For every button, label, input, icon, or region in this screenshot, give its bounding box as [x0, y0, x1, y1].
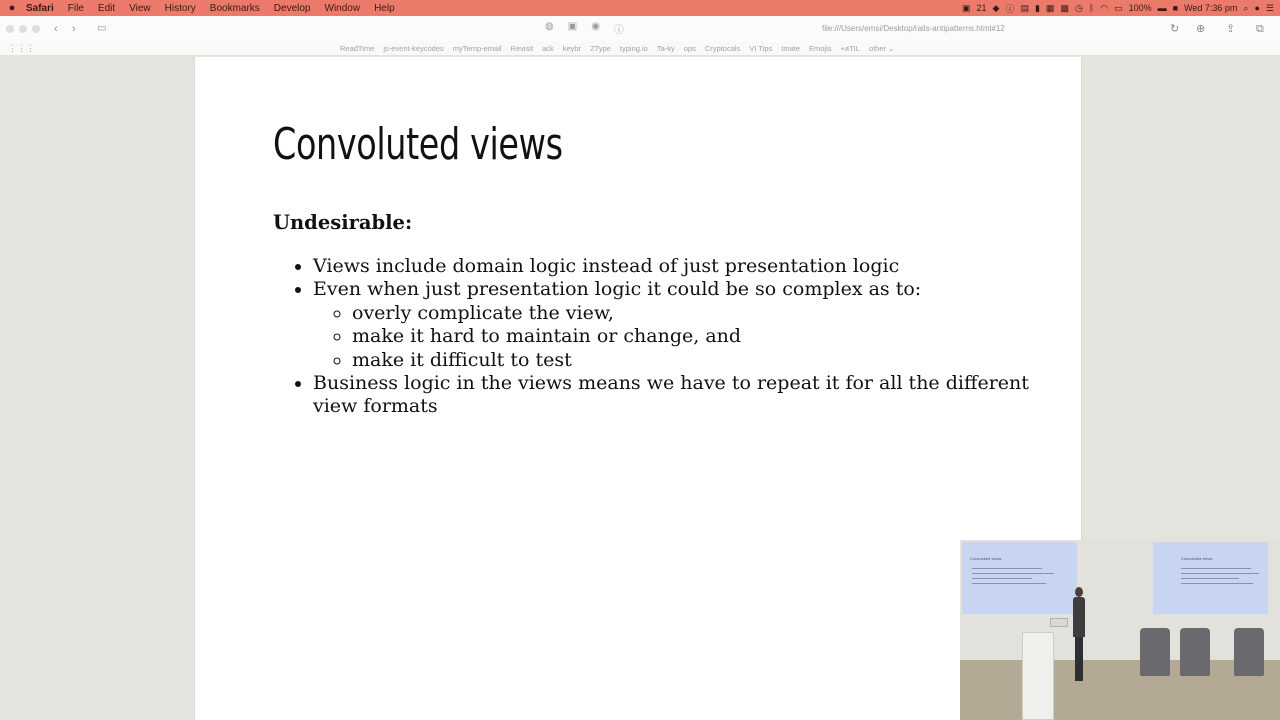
- download-icon[interactable]: ⊕: [1196, 23, 1206, 35]
- scrivener-icon[interactable]: ▣: [961, 2, 971, 13]
- favorite-item[interactable]: ReadTime: [340, 44, 375, 53]
- menu-help[interactable]: Help: [374, 2, 395, 14]
- projected-line: [972, 573, 1054, 574]
- projection-screen-right: [1153, 542, 1268, 614]
- favorite-item[interactable]: Cryptocals: [704, 44, 741, 53]
- menu-file[interactable]: File: [67, 2, 84, 14]
- presenter-video: [960, 540, 1280, 720]
- chair: [1234, 628, 1264, 676]
- favorite-item[interactable]: typing.io: [619, 44, 648, 53]
- sub-bullet-item: ◦ make it difficult to test: [352, 349, 1033, 372]
- airplay-icon[interactable]: ▭: [1114, 2, 1123, 13]
- favorites-list: [340, 44, 903, 53]
- chair: [1180, 628, 1210, 676]
- spotlight-search-icon[interactable]: ⌕: [1243, 2, 1249, 13]
- favorite-item[interactable]: tmate: [781, 44, 801, 53]
- presenter: [1072, 587, 1086, 687]
- podium: [1022, 632, 1054, 720]
- bookmark-icon[interactable]: ▮: [1034, 2, 1040, 13]
- favorite-item[interactable]: ZType: [590, 44, 611, 53]
- favorite-item[interactable]: js-event-keycodes: [383, 44, 444, 53]
- extension-icon-1[interactable]: ◍: [545, 21, 554, 32]
- favorite-item[interactable]: VI Tips: [749, 44, 773, 53]
- minimize-window-button[interactable]: [19, 25, 27, 33]
- bullet-item: [313, 372, 1033, 419]
- share-icon[interactable]: ⇪: [1226, 23, 1236, 35]
- menu-window[interactable]: Window: [324, 2, 361, 14]
- favorite-item[interactable]: myTemp-email: [452, 44, 502, 53]
- sub-bullet-item: ◦ overly complicate the view,: [352, 302, 1033, 325]
- projected-line: [1181, 583, 1253, 584]
- ghostery-icon[interactable]: ⓘ: [613, 25, 624, 36]
- menubar-clock[interactable]: Wed 7:36 pm: [1184, 3, 1238, 13]
- presenter-body: [1073, 597, 1085, 637]
- chair: [1140, 628, 1170, 676]
- extension-icon-2[interactable]: ▣: [567, 21, 578, 32]
- menu-develop[interactable]: Develop: [273, 2, 311, 14]
- favorite-item[interactable]: Revisit: [510, 44, 534, 53]
- forward-arrow-icon[interactable]: ›: [72, 23, 76, 35]
- bullet-item: [313, 278, 1033, 372]
- browser-toolbar: [0, 16, 1280, 42]
- keyboard-icon[interactable]: ■: [1172, 3, 1179, 13]
- menu-view[interactable]: View: [129, 2, 151, 14]
- sub-bullet-list: [352, 302, 1033, 372]
- status-area: [962, 0, 1274, 16]
- menu-history[interactable]: History: [164, 2, 196, 14]
- projected-line: [972, 568, 1042, 569]
- laptop: [1050, 618, 1068, 627]
- tabs-overview-icon[interactable]: ⧉: [1256, 23, 1264, 35]
- time-machine-icon[interactable]: ◷: [1074, 2, 1083, 13]
- projected-line: [1181, 578, 1239, 579]
- projected-line: [972, 583, 1046, 584]
- favorite-item[interactable]: +aTIL: [840, 44, 860, 53]
- favorite-item[interactable]: Emojis: [809, 44, 832, 53]
- battery-percent: 100%: [1128, 3, 1152, 13]
- sidebar-toggle-icon[interactable]: ▭: [97, 23, 107, 34]
- favorite-folder-other[interactable]: other ⌄: [868, 44, 895, 53]
- menu-bookmarks[interactable]: Bookmarks: [209, 2, 260, 14]
- projected-line: [1181, 568, 1251, 569]
- projected-line: [972, 578, 1032, 579]
- slide-title: Convoluted views: [273, 119, 563, 170]
- top-sites-grid-icon[interactable]: ⋮⋮⋮: [8, 43, 35, 53]
- favorite-item[interactable]: Ta-ky: [656, 44, 675, 53]
- close-window-button[interactable]: [6, 25, 14, 33]
- favorite-item[interactable]: ops: [683, 44, 696, 53]
- projected-title-left: Convoluted views: [970, 556, 1002, 561]
- favorites-bar: [0, 42, 1280, 56]
- favorite-item[interactable]: ack: [542, 44, 554, 53]
- back-arrow-icon[interactable]: ‹: [54, 23, 58, 35]
- bullet-item: [313, 255, 1033, 278]
- window-controls: [6, 25, 40, 33]
- bullet-text: Business logic in the views means we have to repeat it for all the different view formats: [313, 372, 1029, 418]
- menu-app-name[interactable]: Safari: [26, 2, 54, 14]
- projected-line: [1181, 573, 1259, 574]
- clipboard-icon[interactable]: ▤: [1020, 2, 1029, 13]
- calendar-icon[interactable]: ▦: [1045, 2, 1055, 13]
- section-heading: Undesirable:: [273, 211, 413, 234]
- user-avatar-icon[interactable]: ●: [1254, 3, 1260, 13]
- dropbox-icon[interactable]: ◆: [992, 2, 1000, 13]
- presenter-head: [1075, 587, 1083, 597]
- battery-icon[interactable]: ▬: [1157, 3, 1167, 13]
- bluetooth-icon[interactable]: ᛒ: [1088, 3, 1095, 13]
- slide-page: [194, 57, 1082, 720]
- favorite-item[interactable]: keybr: [562, 44, 582, 53]
- reload-icon[interactable]: ↻: [1170, 23, 1180, 35]
- video-floor: [960, 660, 1280, 720]
- zoom-window-button[interactable]: [32, 25, 40, 33]
- bullet-text: Views include domain logic instead of just presentation logic: [313, 255, 900, 277]
- sub-bullet-item: ◦ make it hard to maintain or change, and: [352, 325, 1033, 348]
- wifi-icon[interactable]: ◠: [1100, 2, 1109, 13]
- projection-screen-left: [962, 542, 1077, 614]
- grid-icon[interactable]: ▩: [1060, 2, 1069, 13]
- github-icon[interactable]: ◉: [591, 21, 600, 32]
- info-icon[interactable]: ⓘ: [1005, 3, 1015, 14]
- projected-title-right: Convoluted views: [1181, 556, 1213, 561]
- address-bar[interactable]: file:///Users/emsi/Desktop/rails-antipatterns.html#12: [822, 24, 1005, 33]
- bullet-text: Even when just presentation logic it could be so complex as to:: [313, 278, 922, 301]
- extension-icons: [545, 21, 624, 36]
- menu-bar: [0, 0, 1280, 16]
- presenter-legs: [1075, 637, 1083, 681]
- bullet-list: [313, 255, 1033, 419]
- notification-center-icon[interactable]: ☰: [1265, 2, 1274, 13]
- menu-edit[interactable]: Edit: [97, 2, 116, 14]
- apple-menu-icon[interactable]: ●: [8, 2, 16, 14]
- status-badge-count: 21: [976, 3, 987, 13]
